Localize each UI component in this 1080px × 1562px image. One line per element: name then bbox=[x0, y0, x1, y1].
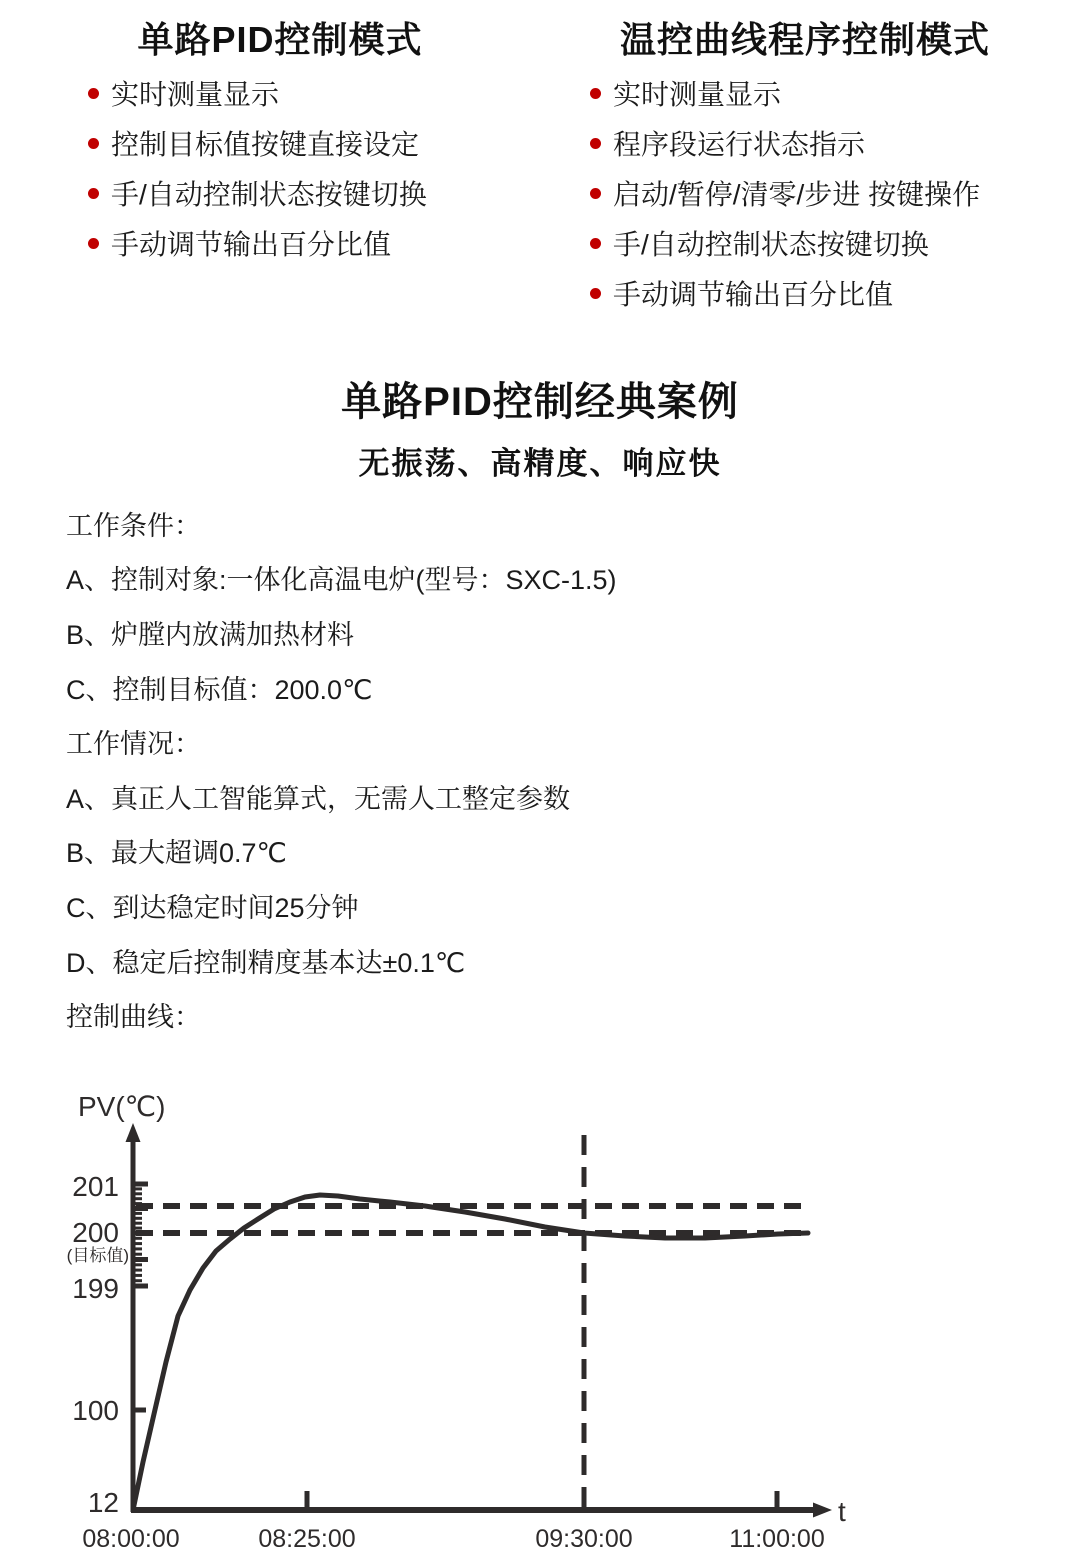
feature-item bbox=[88, 118, 427, 168]
left-feature-list bbox=[88, 68, 427, 268]
case-description bbox=[66, 496, 617, 1042]
feature-label: 启动/暂停/清零/步进 按键操作 bbox=[613, 179, 981, 210]
feature-label: 控制目标值按键直接设定 bbox=[111, 129, 420, 160]
body-line: C、控制目标值：200.0℃ bbox=[66, 674, 373, 705]
control-curve-chart bbox=[0, 1080, 1080, 1562]
feature-item bbox=[88, 218, 427, 268]
left-column bbox=[60, 12, 500, 63]
bullet-icon bbox=[590, 188, 601, 199]
bullet-icon bbox=[88, 188, 99, 199]
right-feature-list bbox=[590, 68, 980, 318]
feature-item bbox=[590, 68, 980, 118]
svg-text:t: t bbox=[838, 1496, 846, 1527]
feature-label: 程序段运行状态指示 bbox=[613, 129, 866, 160]
feature-item bbox=[590, 218, 980, 268]
bullet-icon bbox=[590, 238, 601, 249]
svg-text:100: 100 bbox=[72, 1395, 119, 1426]
body-line: B、炉膛内放满加热材料 bbox=[66, 619, 355, 650]
feature-label: 手/自动控制状态按键切换 bbox=[111, 179, 427, 210]
svg-text:201: 201 bbox=[72, 1171, 119, 1202]
feature-label: 实时测量显示 bbox=[613, 79, 782, 110]
body-line: D、稳定后控制精度基本达±0.1℃ bbox=[66, 947, 466, 978]
body-line: C、到达稳定时间25分钟 bbox=[66, 892, 359, 923]
bullet-icon bbox=[88, 138, 99, 149]
right-column bbox=[575, 12, 1035, 63]
left-column-title: 单路PID控制模式 bbox=[137, 19, 423, 60]
svg-text:11:00:00: 11:00:00 bbox=[729, 1525, 825, 1553]
svg-text:08:25:00: 08:25:00 bbox=[258, 1525, 356, 1553]
body-line: A、真正人工智能算式，无需人工整定参数 bbox=[66, 783, 571, 814]
feature-label: 手/自动控制状态按键切换 bbox=[613, 229, 929, 260]
case-title: 单路PID控制经典案例 bbox=[341, 380, 739, 424]
feature-item bbox=[590, 118, 980, 168]
control-curve-svg bbox=[0, 1080, 1080, 1562]
feature-label: 手动调节输出百分比值 bbox=[613, 279, 894, 310]
bullet-icon bbox=[590, 88, 601, 99]
case-subtitle: 无振荡、高精度、响应快 bbox=[358, 446, 722, 481]
bullet-icon bbox=[590, 138, 601, 149]
right-column-title: 温控曲线程序控制模式 bbox=[619, 19, 990, 60]
body-line: 控制曲线： bbox=[66, 1002, 201, 1033]
feature-item bbox=[88, 168, 427, 218]
svg-text:09:30:00: 09:30:00 bbox=[535, 1525, 633, 1553]
bullet-icon bbox=[88, 238, 99, 249]
feature-item bbox=[590, 268, 980, 318]
svg-text:12: 12 bbox=[87, 1487, 119, 1518]
body-line: 工作情况： bbox=[66, 729, 201, 760]
feature-label: 手动调节输出百分比值 bbox=[111, 229, 392, 260]
body-line: B、最大超调0.7℃ bbox=[66, 838, 287, 869]
body-line: 工作条件： bbox=[66, 510, 201, 541]
svg-text:08:00:00: 08:00:00 bbox=[82, 1525, 180, 1553]
feature-label: 实时测量显示 bbox=[111, 79, 280, 110]
body-line: A、控制对象:一体化高温电炉(型号：SXC-1.5) bbox=[66, 565, 617, 596]
svg-text:(目标值): (目标值) bbox=[66, 1246, 129, 1265]
svg-text:199: 199 bbox=[72, 1273, 119, 1304]
bullet-icon bbox=[590, 288, 601, 299]
feature-item bbox=[88, 68, 427, 118]
svg-text:PV(℃): PV(℃) bbox=[78, 1091, 166, 1122]
svg-text:200: 200 bbox=[72, 1217, 119, 1248]
feature-item bbox=[590, 168, 980, 218]
bullet-icon bbox=[88, 88, 99, 99]
